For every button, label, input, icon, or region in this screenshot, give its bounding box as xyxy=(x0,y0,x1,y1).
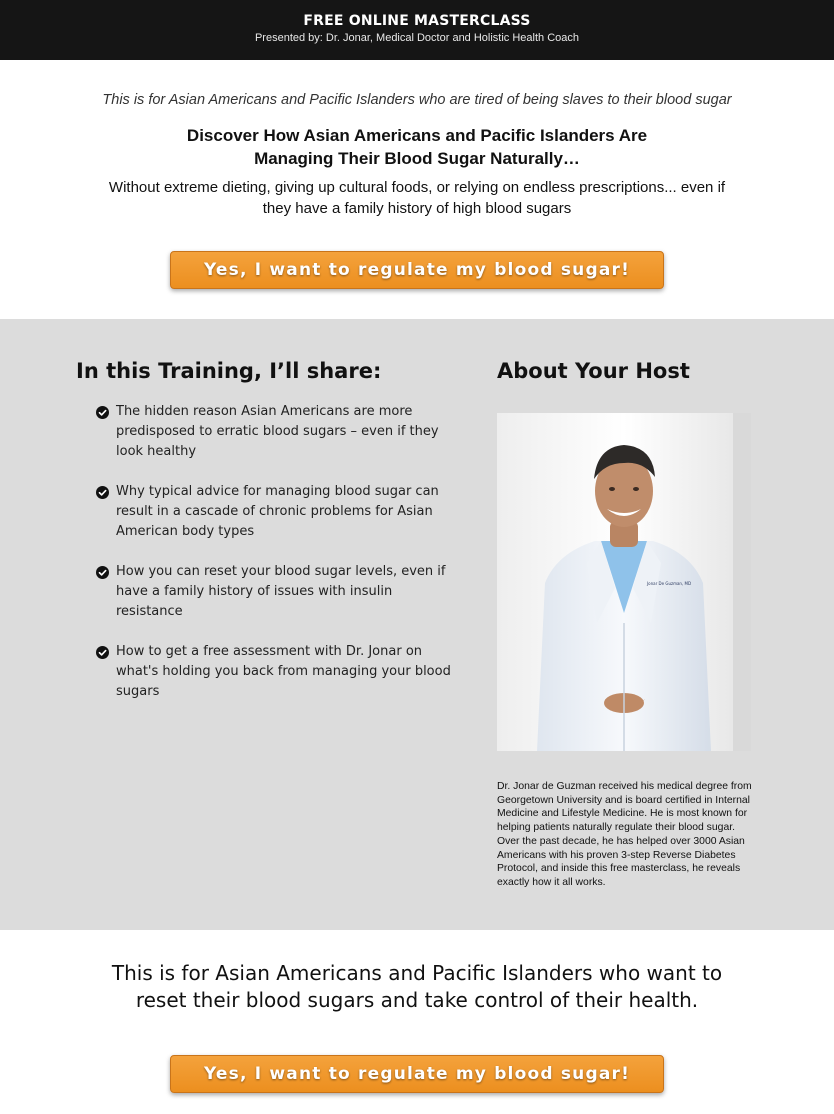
list-item xyxy=(96,562,458,622)
training-section xyxy=(0,319,834,930)
bullet-text: How you can reset your blood sugar levels, even if have a family history of issues with insulin resistance xyxy=(116,564,446,619)
closing-statement: This is for Asian Americans and Pacific Islanders who want to reset their blood sugars and take control of their health. xyxy=(111,961,723,1012)
masterclass-title: FREE ONLINE MASTERCLASS xyxy=(303,13,531,29)
list-item xyxy=(96,642,458,702)
cta-button-bottom[interactable]: Yes, I want to regulate my blood sugar! xyxy=(170,1055,664,1093)
hero-tagline: This is for Asian Americans and Pacific Islanders who are tired of being slaves to their blood sugar xyxy=(102,92,732,108)
check-circle-icon xyxy=(96,406,109,419)
bullet-text: Why typical advice for managing blood sugar can result in a cascade of chronic problems for Asian American body types xyxy=(116,484,439,539)
host-photo xyxy=(497,413,751,751)
check-circle-icon xyxy=(96,486,109,499)
host-title: About Your Host xyxy=(497,359,690,383)
training-title: In this Training, I’ll share: xyxy=(76,359,382,383)
host-bio: Dr. Jonar de Guzman received his medical degree from Georgetown University and is board certified in Internal Medicine and Lifestyle Medicine. He is most known for helping patients naturally regulate their blood sugar. Over the past decade, he has helped over 3000 Asian Americans with his proven 3-step Reverse Diabetes Protocol, and inside this free masterclass, he reveals exactly how it all works. xyxy=(497,781,752,888)
hero-section xyxy=(0,60,834,319)
doctor-portrait-illustration xyxy=(497,413,751,751)
hero-headline: Discover How Asian Americans and Pacific Islanders Are Managing Their Blood Sugar Naturally… xyxy=(186,126,648,168)
coat-embroidery: Jonar De Guzman, MD xyxy=(647,581,692,586)
top-banner xyxy=(0,0,834,60)
list-item xyxy=(96,482,458,542)
hero-subheadline: Without extreme dieting, giving up cultural foods, or relying on endless prescriptions... even if they have a family history of high blood sugars xyxy=(108,179,726,217)
presenter-line: Presented by: Dr. Jonar, Medical Doctor and Holistic Health Coach xyxy=(254,32,580,44)
cta-button-top[interactable]: Yes, I want to regulate my blood sugar! xyxy=(170,251,664,289)
training-bullet-list xyxy=(96,402,458,722)
bullet-text: The hidden reason Asian Americans are more predisposed to erratic blood sugars – even if they look healthy xyxy=(116,404,439,459)
check-circle-icon xyxy=(96,646,109,659)
bullet-text: How to get a free assessment with Dr. Jonar on what's holding you back from managing your blood sugars xyxy=(116,644,451,699)
check-circle-icon xyxy=(96,566,109,579)
list-item xyxy=(96,402,458,462)
